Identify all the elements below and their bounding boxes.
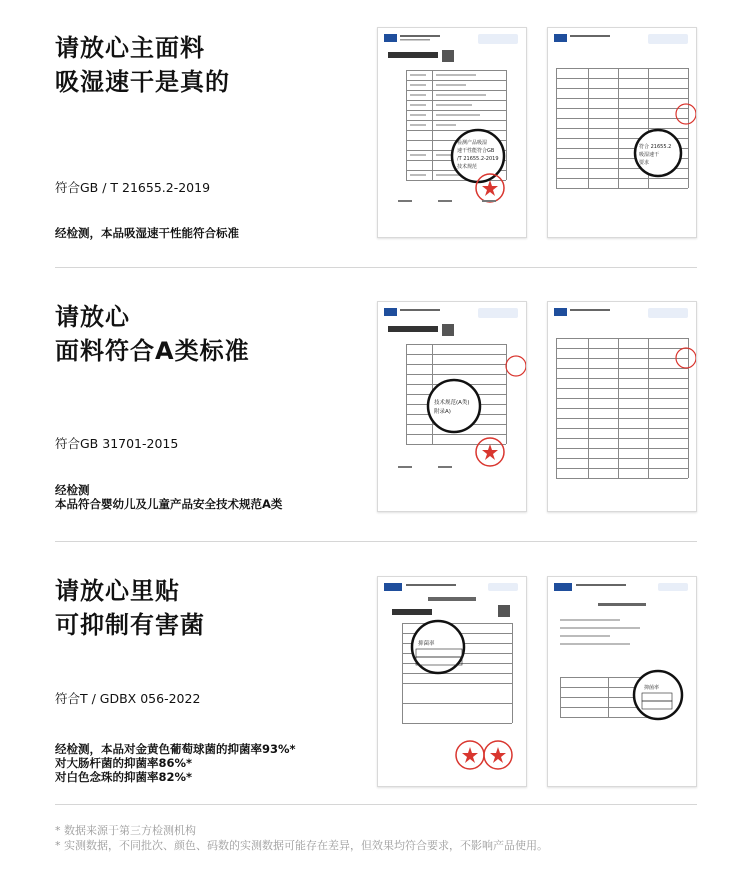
zoom-text-4: 技术规范 <box>457 164 478 170</box>
section-1-report-1 <box>377 27 527 238</box>
zoom-text-3: /T 21655.2-2019 <box>457 156 499 162</box>
zoom-text-2: 速干性能符合GB <box>457 148 495 154</box>
footer-line-1: * 数据来源于第三方检测机构 <box>55 824 196 837</box>
zoom-text-2: 附录A) <box>434 409 451 415</box>
section-2-standard: 符合GB 31701-2015 <box>55 436 179 451</box>
section-1-headline-line-1: 请放心主面料 <box>55 34 205 62</box>
zoom-text-1: 检测产品吸湿 <box>457 140 488 146</box>
section-3-report-1 <box>377 576 527 787</box>
zoom-text-1: 抑菌率 <box>418 641 435 647</box>
zoom-text-1: 抑菌率 <box>644 685 660 691</box>
section-3-headline-line-2: 可抑制有害菌 <box>55 611 205 639</box>
divider-3 <box>55 804 697 805</box>
report-page <box>548 302 696 511</box>
report-page <box>548 577 696 786</box>
section-3-note-line-2: 对大肠杆菌的抑菌率86%* <box>55 756 193 770</box>
section-2-headline <box>55 300 250 368</box>
divider-2 <box>55 541 697 542</box>
section-3-note <box>55 742 296 784</box>
zoom-text-1: 技术规范(A类) <box>434 400 470 406</box>
section-2-report-2 <box>547 301 697 512</box>
section-3-standard: 符合T / GDBX 056-2022 <box>55 691 201 706</box>
section-1-headline <box>55 31 230 99</box>
section-1-note-line-1: 经检测，本品吸湿速干性能符合标准 <box>55 226 239 240</box>
section-3-report-2 <box>547 576 697 787</box>
section-2-report-1 <box>377 301 527 512</box>
footer-disclaimer <box>55 823 548 853</box>
section-1-standard: 符合GB / T 21655.2-2019 <box>55 180 211 195</box>
report-page <box>378 28 526 237</box>
section-2-headline-line-2: 面料符合A类标准 <box>55 337 250 365</box>
report-page <box>378 302 526 511</box>
section-3-note-line-3: 对白色念珠的抑菌率82%* <box>55 770 193 784</box>
zoom-text-1: 符合 21655.2 <box>639 144 672 150</box>
section-2-note-line-1: 经检测 <box>55 483 90 497</box>
section-2-note-line-2: 本品符合婴幼儿及儿童产品安全技术规范A类 <box>55 497 283 511</box>
report-page <box>548 28 696 237</box>
section-1-note <box>55 226 239 240</box>
section-3-headline-line-1: 请放心里贴 <box>55 577 180 605</box>
section-1-report-2 <box>547 27 697 238</box>
report-page <box>378 577 526 786</box>
section-2-note <box>55 483 282 511</box>
footer-line-2: * 实测数据，不同批次、颜色、码数的实测数据可能存在差异，但效果均符合要求，不影响产品使用。 <box>55 839 548 852</box>
divider-1 <box>55 267 697 268</box>
zoom-text-3: 要求 <box>639 160 650 166</box>
zoom-text-2: 吸湿速干 <box>639 152 660 158</box>
section-1-headline-line-2: 吸湿速干是真的 <box>55 68 230 96</box>
section-3-headline <box>55 574 205 642</box>
section-3-note-line-1: 经检测，本品对金黄色葡萄球菌的抑菌率93%* <box>55 742 296 756</box>
section-2-headline-line-1: 请放心 <box>55 303 130 331</box>
